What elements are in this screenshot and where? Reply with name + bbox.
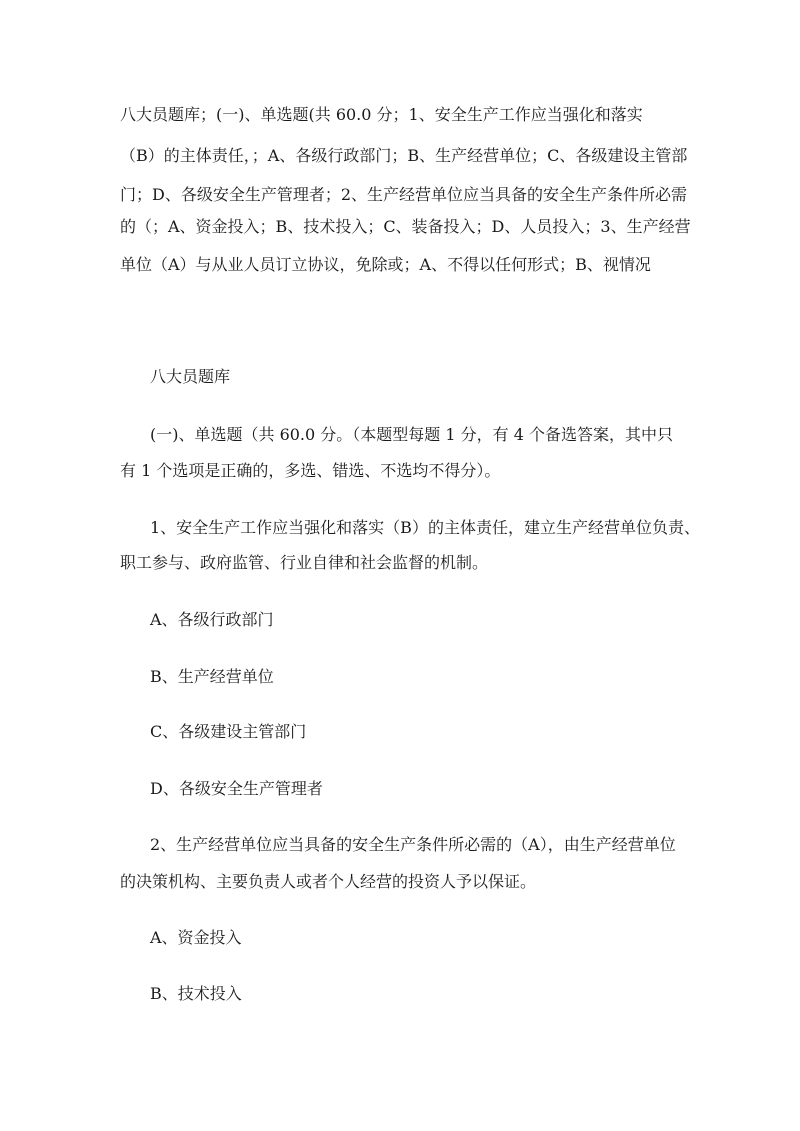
question-2-option-b: B、技术投入 bbox=[150, 984, 242, 1003]
summary-line-5: 单位（A）与从业人员订立协议，免除或；A、不得以任何形式；B、视情况 bbox=[120, 255, 651, 274]
summary-line-3: 门；D、各级安全生产管理者；2、生产经营单位应当具备的安全生产条件所必需 bbox=[120, 185, 688, 204]
document-title: 八大员题库 bbox=[150, 367, 231, 386]
section-intro-line-2: 有 1 个选项是正确的，多选、错选、不选均不得分）。 bbox=[120, 461, 501, 480]
question-2-line-1: 2、生产经营单位应当具备的安全生产条件所必需的（A），由生产经营单位 bbox=[150, 835, 676, 854]
question-1-option-b: B、生产经营单位 bbox=[150, 667, 274, 686]
question-2-line-2: 的决策机构、主要负责人或者个人经营的投资人予以保证。 bbox=[120, 872, 537, 891]
summary-line-1: 八大员题库；(一)、单选题(共 60.0 分；1、安全生产工作应当强化和落实 bbox=[120, 105, 643, 124]
question-1-option-a: A、各级行政部门 bbox=[150, 610, 274, 629]
summary-line-4: 的（；A、资金投入；B、技术投入；C、装备投入；D、人员投入；3、生产经营 bbox=[120, 217, 691, 236]
summary-line-2: （B）的主体责任，；A、各级行政部门；B、生产经营单位；C、各级建设主管部 bbox=[120, 146, 688, 165]
question-1-line-2: 职工参与、政府监管、行业自律和社会监督的机制。 bbox=[120, 553, 489, 572]
section-intro-line-1: (一)、单选题（共 60.0 分。（本题型每题 1 分，有 4 个备选答案，其中只 bbox=[150, 425, 673, 444]
question-1-line-1: 1、安全生产工作应当强化和落实（B）的主体责任，建立生产经营单位负责、 bbox=[150, 518, 700, 537]
question-1-option-d: D、各级安全生产管理者 bbox=[150, 779, 323, 798]
question-2-option-a: A、资金投入 bbox=[150, 928, 242, 947]
question-1-option-c: C、各级建设主管部门 bbox=[150, 722, 307, 741]
